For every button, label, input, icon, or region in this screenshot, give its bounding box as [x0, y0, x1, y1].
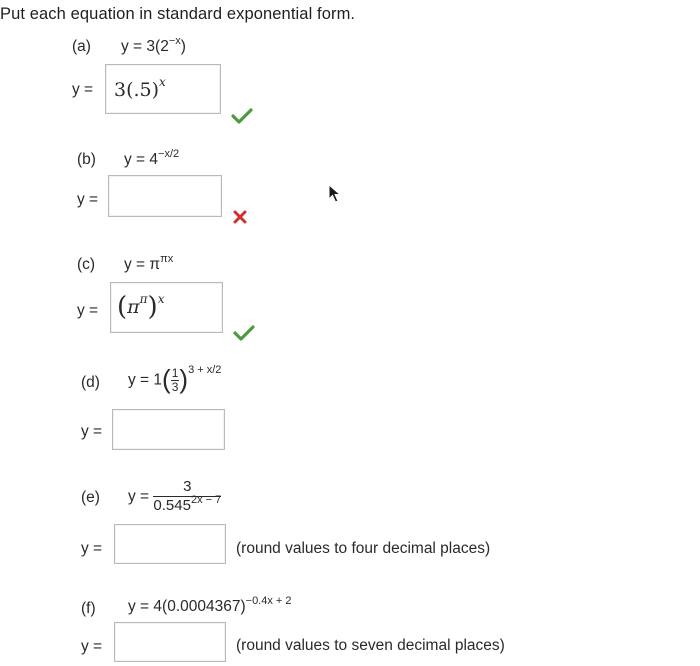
problem-label: (a) [72, 38, 91, 55]
equation-d: y = 1( $\frac{1}{3}$ )$^{3 + x/2}$ [128, 363, 222, 394]
y-equals-label: y = [81, 540, 103, 557]
problem-label: (c) [77, 256, 96, 273]
problem-label: (b) [77, 151, 96, 168]
answer-input-d[interactable] [112, 409, 225, 450]
answer-value-c: $(\pi^\pi)^x$ [117, 292, 165, 322]
y-equals-label: y = [77, 302, 99, 319]
answer-input-e[interactable] [114, 524, 226, 564]
y-equals-label: y = [81, 423, 103, 440]
equation-a: $y = 3(2^{-x})$ [121, 35, 186, 55]
x-mark-icon [233, 210, 247, 224]
page-title: Put each equation in standard exponential form. [0, 5, 356, 23]
checkmark-icon [233, 325, 255, 341]
equation-e: y = $\frac{3}{0.545^{2x - 7}}$ [128, 478, 222, 514]
answer-input-f[interactable] [114, 622, 226, 662]
answer-input-a[interactable] [105, 64, 221, 114]
y-equals-label: y = [77, 191, 99, 208]
answer-value-a: $3(.5)^x$ [114, 75, 166, 101]
answer-input-b[interactable] [108, 175, 222, 217]
problem-label: (e) [81, 489, 100, 506]
rounding-note: (round values to seven decimal places) [236, 637, 505, 654]
y-equals-label: y = [81, 638, 103, 655]
y-equals-label: y = [72, 81, 94, 98]
answer-input-c[interactable] [110, 282, 223, 333]
problem-label: (d) [81, 374, 100, 391]
equation-f: $y = 4(0.0004367)^{-0.4x + 2}$ [128, 595, 292, 615]
problem-label: (f) [81, 600, 96, 617]
mouse-cursor-icon [327, 184, 343, 204]
checkmark-icon [231, 108, 253, 124]
rounding-note: (round values to four decimal places) [236, 540, 491, 557]
equation-c: $y = \pi^{\pi x}$ [124, 253, 174, 273]
equation-b: $y = 4^{-x/2}$ [124, 148, 180, 168]
